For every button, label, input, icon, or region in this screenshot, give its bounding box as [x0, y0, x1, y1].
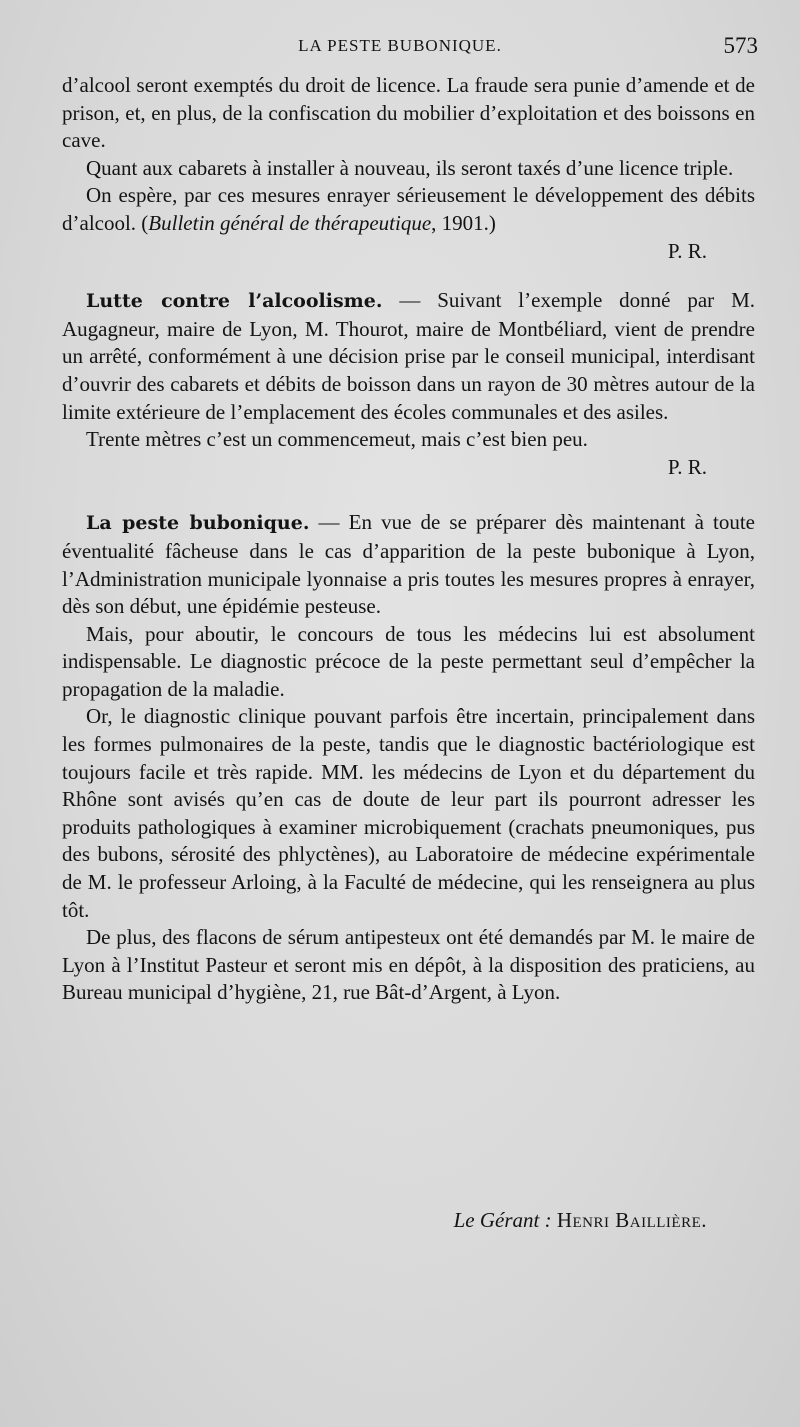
article2-paragraph-1: [62, 287, 755, 426]
article1-paragraph-3-text: On espère, par ces mesures enrayer sérieusement le développement des débits d’alcool. (: [62, 183, 755, 235]
article2-paragraph-1-text: — Suivant l’exemple donné par M. Augagneur, maire de Lyon, M. Thourot, maire de Montbéliard, vient de prendre un arrêté, conformément à une décision prise par le conseil municipal, interdisant d’ouvrir des cabarets et débits de boisson dans un rayon de 30 mètres autour de la limite extérieure de l’emplacement des écoles communales et des asiles.: [62, 288, 755, 424]
page-body: [62, 72, 755, 1007]
article3-heading: La peste bubonique.: [86, 512, 310, 535]
article1-paragraph-3-end: , 1901.): [431, 210, 496, 235]
article2-heading: Lutte contre l’alcoolisme.: [86, 290, 383, 313]
article2-paragraph-2: Trente mètres c’est un commencemeut, mais c’est bien peu.: [86, 427, 588, 452]
running-title: LA PESTE BUBONIQUE.: [298, 36, 502, 55]
article1-source: Bulletin général de thérapeutique: [148, 210, 432, 235]
article2-signature: P. R.: [667, 454, 707, 479]
article1-signature: P. R.: [667, 238, 707, 263]
article3-paragraph-1-text: — En vue de se préparer dès maintenant à toute éventualité fâcheuse dans le cas d’apparition de la peste bubonique à Lyon, l’Administration municipale lyonnaise a pris toutes les mesures propres à enrayer, dès son début, une épidémie pesteuse.: [62, 510, 755, 619]
publisher-signature: [62, 1208, 707, 1233]
article3-paragraph-4: De plus, des flacons de sérum antipesteux ont été demandés par M. le maire de Lyon à l’Institut Pasteur et seront mis en dépôt, à la disposition des praticiens, au Bureau municipal d’hygiène, 21, rue Bât-d’Argent, à Lyon.: [62, 925, 755, 1005]
gerant-name: Henri Baillière.: [556, 1208, 707, 1232]
gerant-label: Le Gérant :: [453, 1208, 552, 1232]
article3-paragraph-2: Mais, pour aboutir, le concours de tous les médecins lui est absolument indispensable. Le diagnostic précoce de la peste permettant seul d’empêcher la propagation de la maladie.: [62, 621, 755, 701]
article3-paragraph-1: [62, 509, 755, 620]
article3-paragraph-3: Or, le diagnostic clinique pouvant parfois être incertain, principalement dans les formes pulmonaires de la peste, tandis que le diagnostic bactériologique est toujours facile et très rapide. MM. les médecins de Lyon et du département du Rhône sont avisés qu’en cas de doute de leur part ils pourront adresser les produits pathologiques à examiner microbiquement (crachats pneumoniques, pus des bubons, sérosité des phlyctènes), au Laboratoire de médecine expérimentale de M. le professeur Arloing, à la Faculté de médecine, qui les renseignera au plus tôt.: [62, 704, 755, 922]
article1-paragraph-3: [62, 182, 755, 237]
article1-paragraph-2: Quant aux cabarets à installer à nouveau, ils seront taxés d’une licence triple.: [86, 155, 734, 180]
page-number: 573: [723, 33, 758, 58]
article1-paragraph-1: d’alcool seront exemptés du droit de licence. La fraude sera punie d’amende et de prison, et, en plus, de la confiscation du mobilier d’exploitation et des boissons en cave.: [62, 73, 755, 153]
running-head: [0, 33, 800, 62]
